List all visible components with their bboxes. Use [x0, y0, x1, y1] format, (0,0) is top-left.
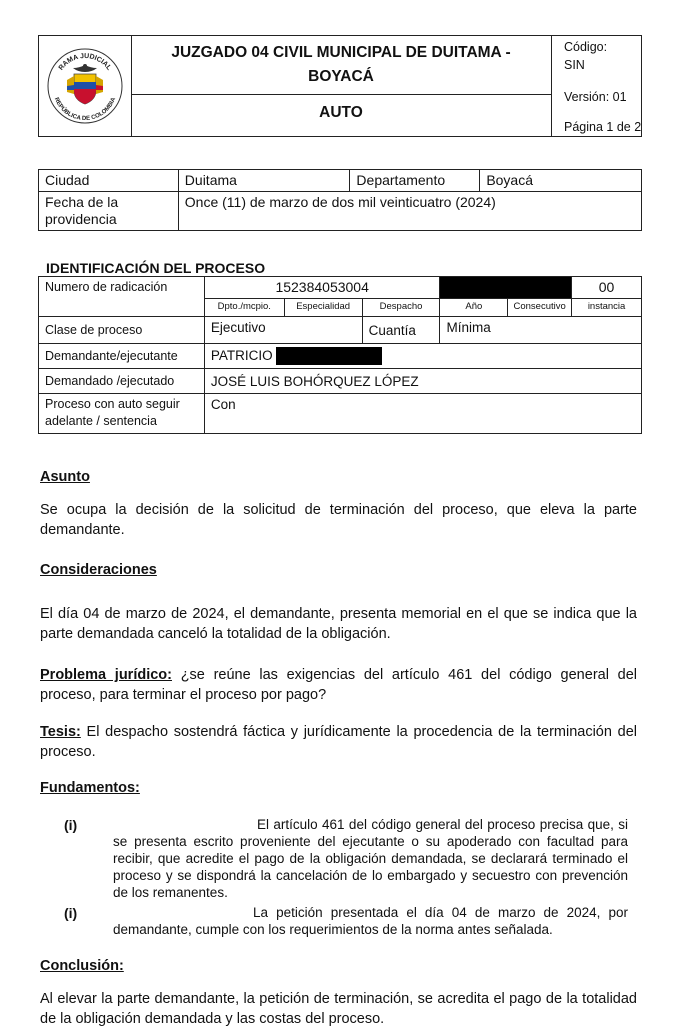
demandado-value: JOSÉ LUIS BOHÓRQUEZ LÓPEZ [204, 369, 641, 394]
page-number: Página 1 de 2 [564, 120, 642, 134]
auto-seguir-value: Con [204, 394, 641, 434]
item2-marker: (i) [64, 905, 78, 921]
judicial-branch-seal-logo [43, 44, 127, 128]
asunto-heading: Asunto [40, 469, 90, 485]
demandado-label: Demandado /ejecutado [39, 369, 205, 394]
demandante-label: Demandante/ejecutante [39, 344, 205, 369]
tesis-label: Tesis: [40, 724, 81, 740]
departamento-value: Boyacá [480, 170, 642, 192]
clase-label: Clase de proceso [39, 317, 205, 344]
consideraciones-heading: Consideraciones [40, 562, 157, 578]
document-metadata [551, 36, 642, 136]
demandante-cell [204, 344, 641, 369]
redacted-year-consecutivo [440, 277, 572, 299]
sub-label-instancia: instancia [572, 299, 642, 317]
codigo-value: SIN [564, 58, 585, 72]
section-title: IDENTIFICACIÓN DEL PROCESO [46, 260, 266, 276]
problema-text: ¿se reúne las exigencias del artículo 461 del código general del proceso, para terminar el proceso por pago? [40, 667, 637, 703]
instancia-value: 00 [572, 277, 642, 299]
ciudad-label: Ciudad [39, 170, 179, 192]
cuantia-label: Cuantía [362, 317, 440, 344]
process-identification-table [38, 276, 642, 434]
item1-marker: (i) [64, 817, 78, 833]
conclusion-heading: Conclusión: [40, 958, 124, 974]
problema-label: Problema jurídico: [40, 667, 172, 683]
version-label: Versión: 01 [564, 90, 627, 104]
court-name: JUZGADO 04 CIVIL MUNICIPAL DE DUITAMA - BOYACÁ [131, 36, 551, 95]
sub-label-especialidad: Especialidad [284, 299, 362, 317]
sub-label-ano: Año [440, 299, 508, 317]
fundamentos-heading: Fundamentos: [40, 780, 140, 796]
codigo-label: Código: [564, 40, 608, 54]
fecha-label: Fecha de la providencia [39, 192, 179, 231]
cuantia-value: Mínima [440, 317, 642, 344]
ciudad-value: Duitama [178, 170, 350, 192]
svg-text:REPÚBLICA DE COLOMBIA: REPÚBLICA DE COLOMBIA [52, 96, 118, 123]
document-header [38, 35, 642, 137]
consideraciones-text: El día 04 de marzo de 2024, el demandante, presenta memorial en el que se indica que la parte demandada canceló la totalidad de la obligación. [40, 606, 637, 642]
item2-text: La petición presentada el día 04 de marzo de 2024, por demandante, cumple con los requerimientos de la norma antes señalada. [113, 905, 628, 937]
redacted-name [276, 347, 382, 365]
radicacion-label: Numero de radicación [39, 277, 205, 317]
sub-label-dpto: Dpto./mcpio. [204, 299, 284, 317]
problema-paragraph [40, 665, 637, 705]
auto-seguir-label: Proceso con auto seguir adelante / sentencia [39, 394, 205, 434]
tesis-text: El despacho sostendrá fáctica y jurídicamente la procedencia de la terminación del proceso. [40, 724, 637, 760]
departamento-label: Departamento [350, 170, 480, 192]
document-type: AUTO [319, 104, 363, 121]
item1-text: El artículo 461 del código general del proceso precisa que, si se presenta escrito proveniente del ejecutante o su apoderado con facultad para recibir, que acredite el pago de la obligación demandada, se declarará terminado el proceso y se dispondrá la cancelación de lo embargado y secuestro con prevención de los remanentes. [113, 817, 628, 900]
radicacion-value: 152384053004 [204, 277, 440, 299]
logo-cell [39, 36, 132, 136]
conclusion-text: Al elevar la parte demandante, la petición de terminación, se acredita el pago de la totalidad de la obligación demandada y las costas del proceso. [40, 991, 637, 1027]
city-date-table [38, 169, 642, 231]
tesis-paragraph [40, 722, 637, 762]
demandante-value: PATRICIO [210, 347, 273, 363]
asunto-text: Se ocupa la decisión de la solicitud de terminación del proceso, que eleva la parte demandante. [40, 502, 637, 538]
svg-text:RAMA JUDICIAL: RAMA JUDICIAL [57, 52, 113, 72]
sub-label-consecutivo: Consecutivo [508, 299, 572, 317]
fecha-value: Once (11) de marzo de dos mil veinticuatro (2024) [178, 192, 641, 231]
sub-label-despacho: Despacho [362, 299, 440, 317]
clase-value: Ejecutivo [204, 317, 362, 344]
